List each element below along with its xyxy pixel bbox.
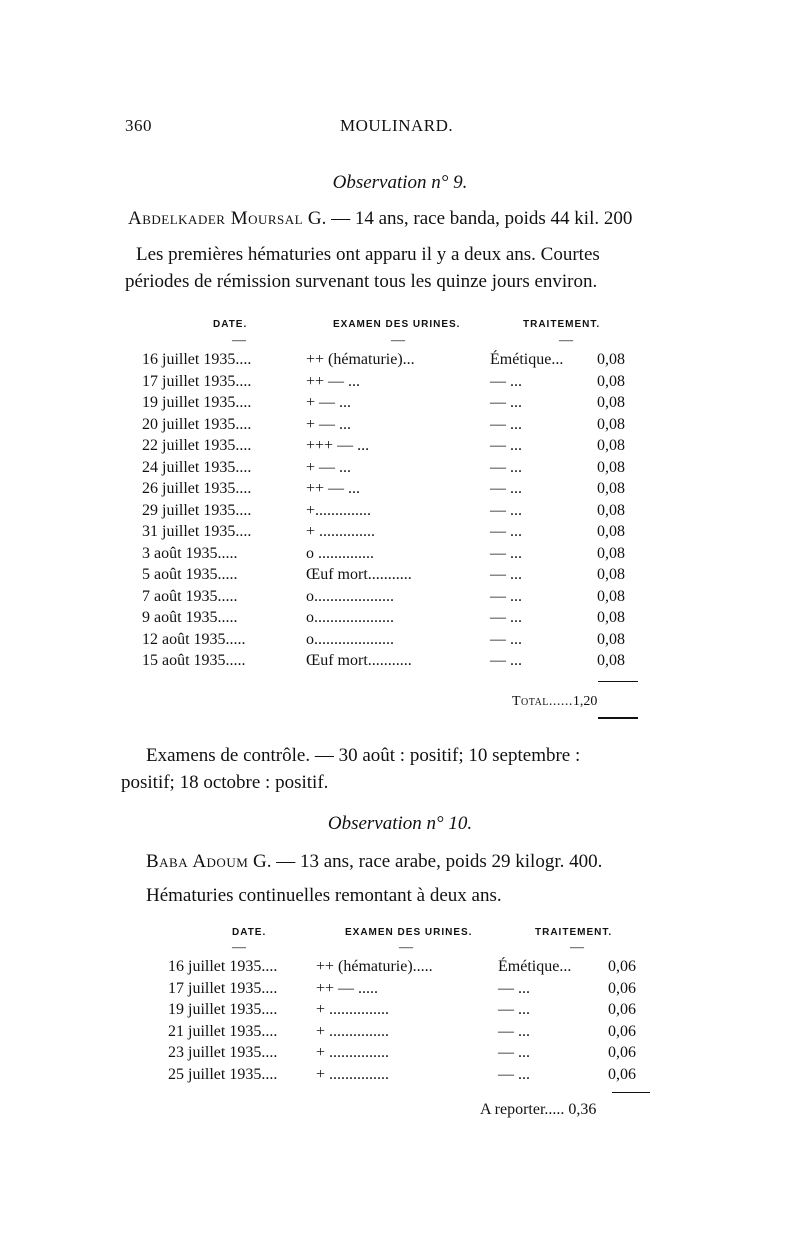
patient-name: Abdelkader Moursal <box>128 208 304 229</box>
cell-date: 23 juillet 1935.... <box>168 1044 278 1061</box>
cell-treat: — ... <box>490 437 522 454</box>
cell-date: 22 juillet 1935.... <box>142 437 252 454</box>
table-row <box>142 480 652 502</box>
table-row <box>168 1066 658 1088</box>
cell-treat: — ... <box>498 1001 530 1018</box>
column-header-date: DATE. <box>232 927 267 938</box>
cell-dose: 0,08 <box>597 587 625 605</box>
cell-exam: ++ (hématurie)... <box>306 351 415 368</box>
patient-details: G. — 13 ans, race arabe, poids 29 kilogr. 400. <box>248 851 603 872</box>
cell-dose: 0,06 <box>608 1044 636 1061</box>
table-row <box>142 588 652 610</box>
cell-exam: + ............... <box>316 1001 390 1018</box>
column-dash: — <box>570 940 584 955</box>
observation-9-total <box>512 694 597 710</box>
cell-date: 7 août 1935..... <box>142 587 238 605</box>
cell-treat: — ... <box>498 979 530 997</box>
cell-exam: + — ... <box>306 415 352 433</box>
cell-treat: Émétique... <box>490 351 564 368</box>
total-value: 1,20 <box>572 694 598 709</box>
column-dash: — <box>399 940 413 955</box>
cell-date: 25 juillet 1935.... <box>168 1065 278 1083</box>
column-header-date: DATE. <box>213 319 248 330</box>
table-row <box>142 459 652 481</box>
cell-dose: 0,08 <box>597 351 625 368</box>
cell-treat: — ... <box>490 501 522 519</box>
cell-exam: ++ (hématurie)..... <box>316 958 433 975</box>
control-line: Examens de contrôle. — 30 août : positif; 10 septembre : <box>146 745 581 766</box>
table-row <box>142 394 652 416</box>
table-row <box>168 1044 658 1066</box>
cell-treat: — ... <box>490 566 522 583</box>
observation-10-table <box>168 958 658 1087</box>
cell-exam: o.................... <box>306 609 394 626</box>
table-row <box>142 631 652 653</box>
observation-9-table <box>142 351 652 674</box>
table-row <box>142 566 652 588</box>
cell-treat: — ... <box>490 480 522 497</box>
table-row <box>142 609 652 631</box>
column-header-treatment: TRAITEMENT. <box>523 319 601 330</box>
table-row <box>142 545 652 567</box>
cell-dose: 0,06 <box>608 1065 636 1083</box>
cell-treat: — ... <box>490 458 522 476</box>
table-row <box>142 373 652 395</box>
description-line: périodes de rémission survenant tous les quinze jours environ. <box>125 271 598 292</box>
patient-details: G. — 14 ans, race banda, poids 44 kil. 200 <box>303 208 633 229</box>
cell-treat: — ... <box>490 587 522 605</box>
cell-dose: 0,06 <box>608 958 636 975</box>
page-number: 360 <box>125 116 152 135</box>
cell-date: 19 juillet 1935.... <box>168 1001 278 1018</box>
cell-exam: o.................... <box>306 630 394 648</box>
cell-dose: 0,06 <box>608 1001 636 1018</box>
table-row <box>142 502 652 524</box>
table-row <box>168 958 658 980</box>
cell-treat: — ... <box>490 609 522 626</box>
cell-exam: o .............. <box>306 544 374 562</box>
cell-dose: 0,08 <box>597 415 625 433</box>
cell-dose: 0,06 <box>608 1022 636 1040</box>
cell-date: 12 août 1935..... <box>142 630 246 648</box>
cell-exam: ++ — ..... <box>316 979 379 997</box>
cell-exam: +.............. <box>306 501 372 519</box>
table-row <box>142 437 652 459</box>
column-header-treatment: TRAITEMENT. <box>535 927 613 938</box>
cell-treat: — ... <box>490 630 522 648</box>
page-header <box>125 116 685 140</box>
cell-date: 9 août 1935..... <box>142 609 238 626</box>
cell-treat: — ... <box>490 544 522 562</box>
cell-date: 17 juillet 1935.... <box>142 372 252 390</box>
cell-exam: Œuf mort........... <box>306 652 412 669</box>
cell-exam: + ............... <box>316 1044 390 1061</box>
cell-dose: 0,08 <box>597 372 625 390</box>
control-exams-2 <box>121 769 328 796</box>
cell-exam: + — ... <box>306 458 352 476</box>
cell-treat: — ... <box>490 523 522 540</box>
cell-exam: + .............. <box>306 523 376 540</box>
cell-date: 24 juillet 1935.... <box>142 458 252 476</box>
table-row <box>142 652 652 674</box>
cell-date: 20 juillet 1935.... <box>142 415 252 433</box>
column-dash: — <box>391 333 405 348</box>
column-dash: — <box>559 333 573 348</box>
table-row <box>168 980 658 1002</box>
observation-9-title: Observation n° 9. <box>332 172 468 193</box>
cell-date: 17 juillet 1935.... <box>168 979 278 997</box>
description-line: Les premières hématuries ont apparu il y a deux ans. Courtes <box>136 244 600 265</box>
cell-treat: — ... <box>490 372 522 390</box>
cell-date: 19 juillet 1935.... <box>142 394 252 411</box>
table-row <box>168 1001 658 1023</box>
cell-dose: 0,08 <box>597 544 625 562</box>
observation-10-description <box>146 882 502 909</box>
control-line: positif; 18 octobre : positif. <box>121 772 329 793</box>
cell-dose: 0,06 <box>608 979 636 997</box>
cell-dose: 0,08 <box>597 394 625 411</box>
patient-name: Baba Adoum <box>146 851 249 872</box>
cell-date: 26 juillet 1935.... <box>142 480 252 497</box>
cell-exam: Œuf mort........... <box>306 566 412 583</box>
observation-9-description <box>136 241 600 268</box>
cell-date: 5 août 1935..... <box>142 566 238 583</box>
cell-exam: ++ — ... <box>306 480 361 497</box>
table-row <box>142 351 652 373</box>
cell-treat: — ... <box>490 394 522 411</box>
cell-dose: 0,08 <box>597 630 625 648</box>
carry-forward <box>480 1101 596 1119</box>
carry-rule <box>612 1092 650 1093</box>
table-row <box>142 523 652 545</box>
cell-exam: + ............... <box>316 1022 390 1040</box>
cell-treat: — ... <box>498 1022 530 1040</box>
cell-dose: 0,08 <box>597 458 625 476</box>
description-line: Hématuries continuelles remontant à deux ans. <box>146 885 502 906</box>
cell-dose: 0,08 <box>597 566 625 583</box>
table-row <box>168 1023 658 1045</box>
cell-dose: 0,08 <box>597 501 625 519</box>
control-exams <box>146 742 580 769</box>
cell-date: 29 juillet 1935.... <box>142 501 252 519</box>
cell-treat: — ... <box>498 1065 530 1083</box>
carry-value: 0,36 <box>568 1101 597 1118</box>
cell-dose: 0,08 <box>597 652 625 669</box>
cell-exam: ++ — ... <box>306 372 361 390</box>
column-header-exam: EXAMEN DES URINES. <box>345 927 473 938</box>
cell-dose: 0,08 <box>597 609 625 626</box>
column-header-exam: EXAMEN DES URINES. <box>333 319 461 330</box>
cell-exam: + ............... <box>316 1065 390 1083</box>
cell-date: 31 juillet 1935.... <box>142 523 252 540</box>
carry-label: A reporter..... <box>480 1101 565 1118</box>
column-dash: — <box>232 940 246 955</box>
cell-treat: — ... <box>490 652 522 669</box>
cell-date: 21 juillet 1935.... <box>168 1022 278 1040</box>
observation-9-description-2 <box>125 268 597 295</box>
cell-dose: 0,08 <box>597 480 625 497</box>
cell-date: 16 juillet 1935.... <box>168 958 278 975</box>
cell-exam: o.................... <box>306 587 394 605</box>
total-label: Total...... <box>512 694 573 709</box>
cell-dose: 0,08 <box>597 523 625 540</box>
cell-exam: +++ — ... <box>306 437 370 454</box>
cell-exam: + — ... <box>306 394 352 411</box>
running-title: MOULINARD. <box>340 116 454 135</box>
cell-date: 15 août 1935..... <box>142 652 246 669</box>
cell-dose: 0,08 <box>597 437 625 454</box>
cell-treat: — ... <box>498 1044 530 1061</box>
cell-treat: Émétique... <box>498 958 572 975</box>
table-row <box>142 416 652 438</box>
observation-10-title: Observation n° 10. <box>327 813 473 834</box>
cell-treat: — ... <box>490 415 522 433</box>
total-underline <box>598 717 638 719</box>
column-dash: — <box>232 333 246 348</box>
cell-date: 3 août 1935..... <box>142 544 238 562</box>
observation-9-patient <box>128 205 632 232</box>
total-rule <box>598 681 638 682</box>
observation-10-patient <box>146 848 602 875</box>
cell-date: 16 juillet 1935.... <box>142 351 252 368</box>
